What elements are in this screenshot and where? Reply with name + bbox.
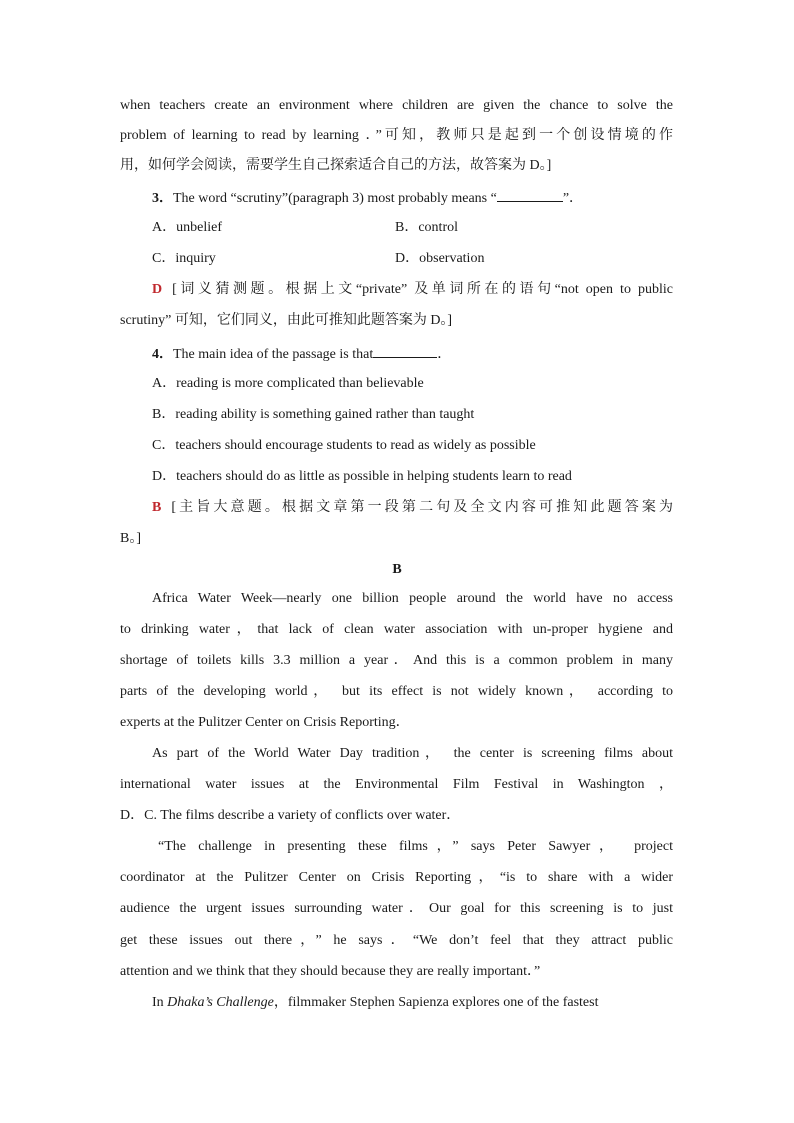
question-4-stem-end: ． [437, 347, 452, 362]
option-c-text: inquiry [175, 251, 216, 266]
paragraph-3-line-1: “The challenge in presenting these films，” says Peter Sawyer， project [158, 839, 673, 854]
option-b [395, 218, 458, 238]
question-3-stem [152, 187, 673, 209]
option-a-label: A． [152, 376, 177, 391]
answer-blank [373, 343, 437, 358]
question-3-stem-text: The word “scrutiny”(paragraph 3) most probably means “ [173, 191, 497, 206]
option-d-text: observation [419, 251, 485, 266]
question-3-number: 3． [152, 191, 173, 206]
question-3-explanation-line-2: scrutiny” 可知，它们同义，由此可推知此题答案为 D。] [120, 313, 453, 328]
section-title: B [392, 562, 402, 577]
option-a-text: reading is more complicated than believable [176, 376, 424, 391]
question-4-option-c [152, 436, 673, 456]
question-4-stem-text: The main idea of the passage is that [173, 347, 374, 362]
question-4-number: 4． [152, 347, 173, 362]
paragraph-4-prefix: In [152, 995, 168, 1010]
option-b-label: B． [152, 407, 176, 422]
option-a-label: A． [152, 220, 177, 235]
option-d [395, 249, 484, 269]
question-4-stem [152, 343, 673, 365]
paragraph-1-line-1: Africa Water Week—nearly one billion people around the world have no access [152, 591, 673, 606]
paragraph-2-line-2: international water issues at the Environmental Film Festival in Washington ， [120, 777, 673, 792]
question-3-options-row-1 [152, 218, 673, 238]
question-3-stem-end: ”． [562, 191, 584, 206]
question-4-answer: B [152, 500, 162, 515]
question-4-explanation-text: [主旨大意题。根据文章第一段第二句及全文内容可推知此题答案为 [171, 500, 673, 515]
question-4-option-a [152, 374, 673, 394]
prev-explanation-line-1: when teachers create an environment where children are given the chance to solve the [120, 98, 673, 113]
paragraph-3-line-3: audience the urgent issues surrounding water．Our goal for this screening is to just [120, 901, 673, 916]
question-4-explanation-line-1 [152, 498, 673, 518]
paragraph-1-line-2: to drinking water，that lack of clean water association with un-proper hygiene and [120, 622, 673, 637]
option-b-label: B． [395, 220, 419, 235]
answer-blank [497, 187, 563, 202]
paragraph-3-line-2: coordinator at the Pulitzer Center on Crisis Reporting，“is to share with a wider [120, 870, 673, 885]
paragraph-1-line-4: parts of the developing world， but its effect is not widely known， according to [120, 684, 673, 699]
prev-explanation-line-3: 用，如何学会阅读，需要学生自己探索适合自己的方法，故答案为 D。] [120, 158, 552, 173]
question-3-answer: D [152, 282, 163, 297]
paragraph-1-line-3: shortage of toilets kills 3.3 million a year．And this is a common problem in many [120, 653, 673, 668]
question-4-option-b [152, 405, 673, 425]
film-title: Dhaka’s Challenge [167, 995, 274, 1010]
question-4-explanation-line-2: B。] [120, 531, 141, 546]
paragraph-2-line-1: As part of the World Water Day tradition， the center is screening films about [152, 746, 673, 761]
option-d-text: teachers should do as little as possible in helping students learn to read [176, 469, 572, 484]
question-3-explanation-line-1 [152, 280, 673, 300]
option-d-label: D． [152, 469, 177, 484]
paragraph-4-text: ，filmmaker Stephen Sapienza explores one of the fastest [273, 995, 599, 1010]
option-b-text: reading ability is something gained rather than taught [175, 407, 475, 422]
prev-explanation-line-2: problem of learning to read by learning ．”可知，教师只是起到一个创设情境的作 [120, 128, 673, 143]
paragraph-3-line-5: attention and we think that they should because they are really important．” [120, 964, 541, 979]
question-3-options-row-2 [152, 249, 673, 269]
option-d-label: D． [395, 251, 420, 266]
paragraph-2-line-3: D．C. The films describe a variety of conflicts over water． [120, 808, 461, 823]
option-c-label: C． [152, 251, 176, 266]
option-c-text: teachers should encourage students to read as widely as possible [175, 438, 536, 453]
paragraph-3-line-4: get these issues out there，” he says．“We don’t feel that they attract public [120, 933, 673, 948]
question-4-option-d [152, 467, 673, 487]
question-3-explanation-text: [词义猜测题。根据上文“private” 及单词所在的语句“not open to public [172, 282, 673, 297]
paragraph-1-line-5: experts at the Pulitzer Center on Crisis Reporting． [120, 715, 410, 730]
option-c-label: C． [152, 438, 176, 453]
option-b-text: control [418, 220, 458, 235]
paragraph-4-line-1 [152, 993, 673, 1013]
option-a-text: unbelief [176, 220, 222, 235]
